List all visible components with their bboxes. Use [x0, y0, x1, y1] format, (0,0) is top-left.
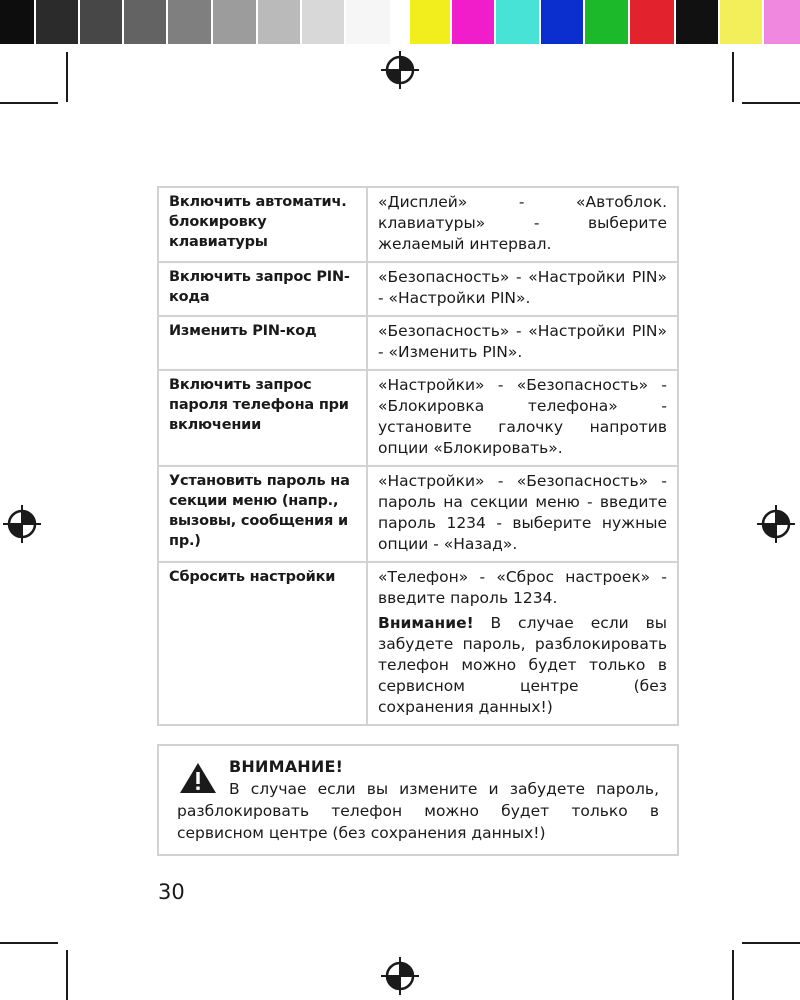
- warning-text: В случае если вы измените и забудете пароль, разблокировать телефон можно будет только в сервисном центре (без сохранения данных!): [177, 780, 659, 842]
- crop-mark: [742, 942, 800, 944]
- calibration-swatch: [168, 0, 211, 44]
- table-row: [158, 370, 678, 466]
- calibration-swatch: [496, 0, 539, 44]
- crop-mark: [66, 52, 68, 102]
- table-row: [158, 262, 678, 316]
- color-calibration-bar: [0, 0, 800, 44]
- table-row: [158, 316, 678, 370]
- howto-text: «Безопасность» - «Настройки PIN» - «Изменить PIN».: [378, 322, 667, 361]
- calibration-swatch: [452, 0, 494, 44]
- calibration-swatch: [80, 0, 122, 44]
- crop-mark: [0, 942, 58, 944]
- table-row: [158, 187, 678, 262]
- warning-triangle-icon: [179, 762, 217, 794]
- action-cell: Включить автоматич. блокировку клавиатуры: [158, 187, 367, 262]
- howto-text: «Настройки» - «Безопасность» - пароль на секции меню - введите пароль 1234 - выберите нужные опции - «Назад».: [378, 472, 667, 553]
- calibration-swatch: [720, 0, 762, 44]
- instructions-table: [157, 186, 679, 726]
- calibration-swatch: [346, 0, 390, 44]
- registration-mark-icon: [756, 504, 796, 544]
- calibration-swatch: [213, 0, 256, 44]
- howto-cell: [367, 187, 678, 262]
- howto-cell: [367, 562, 678, 725]
- howto-cell: [367, 262, 678, 316]
- action-cell: Включить запрос пароля телефона при включении: [158, 370, 367, 466]
- howto-cell: [367, 466, 678, 562]
- calibration-swatch: [676, 0, 718, 44]
- calibration-swatch: [124, 0, 166, 44]
- calibration-swatch: [410, 0, 450, 44]
- calibration-swatch: [258, 0, 300, 44]
- registration-mark-icon: [380, 956, 420, 996]
- calibration-swatch: [764, 0, 800, 44]
- calibration-swatch: [630, 0, 674, 44]
- table-row: [158, 466, 678, 562]
- attention-note: [378, 613, 667, 718]
- calibration-swatch: [0, 0, 34, 44]
- warning-box: [157, 744, 679, 856]
- crop-mark: [66, 950, 68, 1000]
- calibration-swatch: [302, 0, 344, 44]
- crop-mark: [742, 102, 800, 104]
- registration-mark-icon: [2, 504, 42, 544]
- warning-title: ВНИМАНИЕ!: [229, 757, 344, 776]
- table-row: [158, 562, 678, 725]
- howto-text: «Настройки» - «Безопасность» - «Блокировка телефона» - установите галочку напротив опции «Блокировать».: [378, 376, 667, 457]
- calibration-swatch: [541, 0, 583, 44]
- attention-label: Внимание!: [378, 614, 474, 632]
- registration-mark-icon: [380, 50, 420, 90]
- action-cell: Сбросить настройки: [158, 562, 367, 725]
- howto-cell: [367, 370, 678, 466]
- crop-mark: [732, 52, 734, 102]
- howto-text: «Безопасность» - «Настройки PIN» - «Настройки PIN».: [378, 268, 667, 307]
- howto-text: «Телефон» - «Сброс настроек» - введите пароль 1234.: [378, 568, 667, 607]
- action-cell: Изменить PIN-код: [158, 316, 367, 370]
- howto-text: «Дисплей» - «Автоблок. клавиатуры» - выберите желаемый интервал.: [378, 193, 667, 253]
- attention-text: В случае если вы забудете пароль, разблокировать телефон можно будет только в сервисном центре (без сохранения данных!): [378, 614, 667, 716]
- calibration-swatch: [36, 0, 78, 44]
- action-cell: Включить запрос PIN-кода: [158, 262, 367, 316]
- action-cell: Установить пароль на секции меню (напр., вызовы, сообщения и пр.): [158, 466, 367, 562]
- page-number: 30: [158, 880, 185, 904]
- crop-mark: [732, 950, 734, 1000]
- howto-cell: [367, 316, 678, 370]
- crop-mark: [0, 102, 58, 104]
- calibration-swatch: [585, 0, 628, 44]
